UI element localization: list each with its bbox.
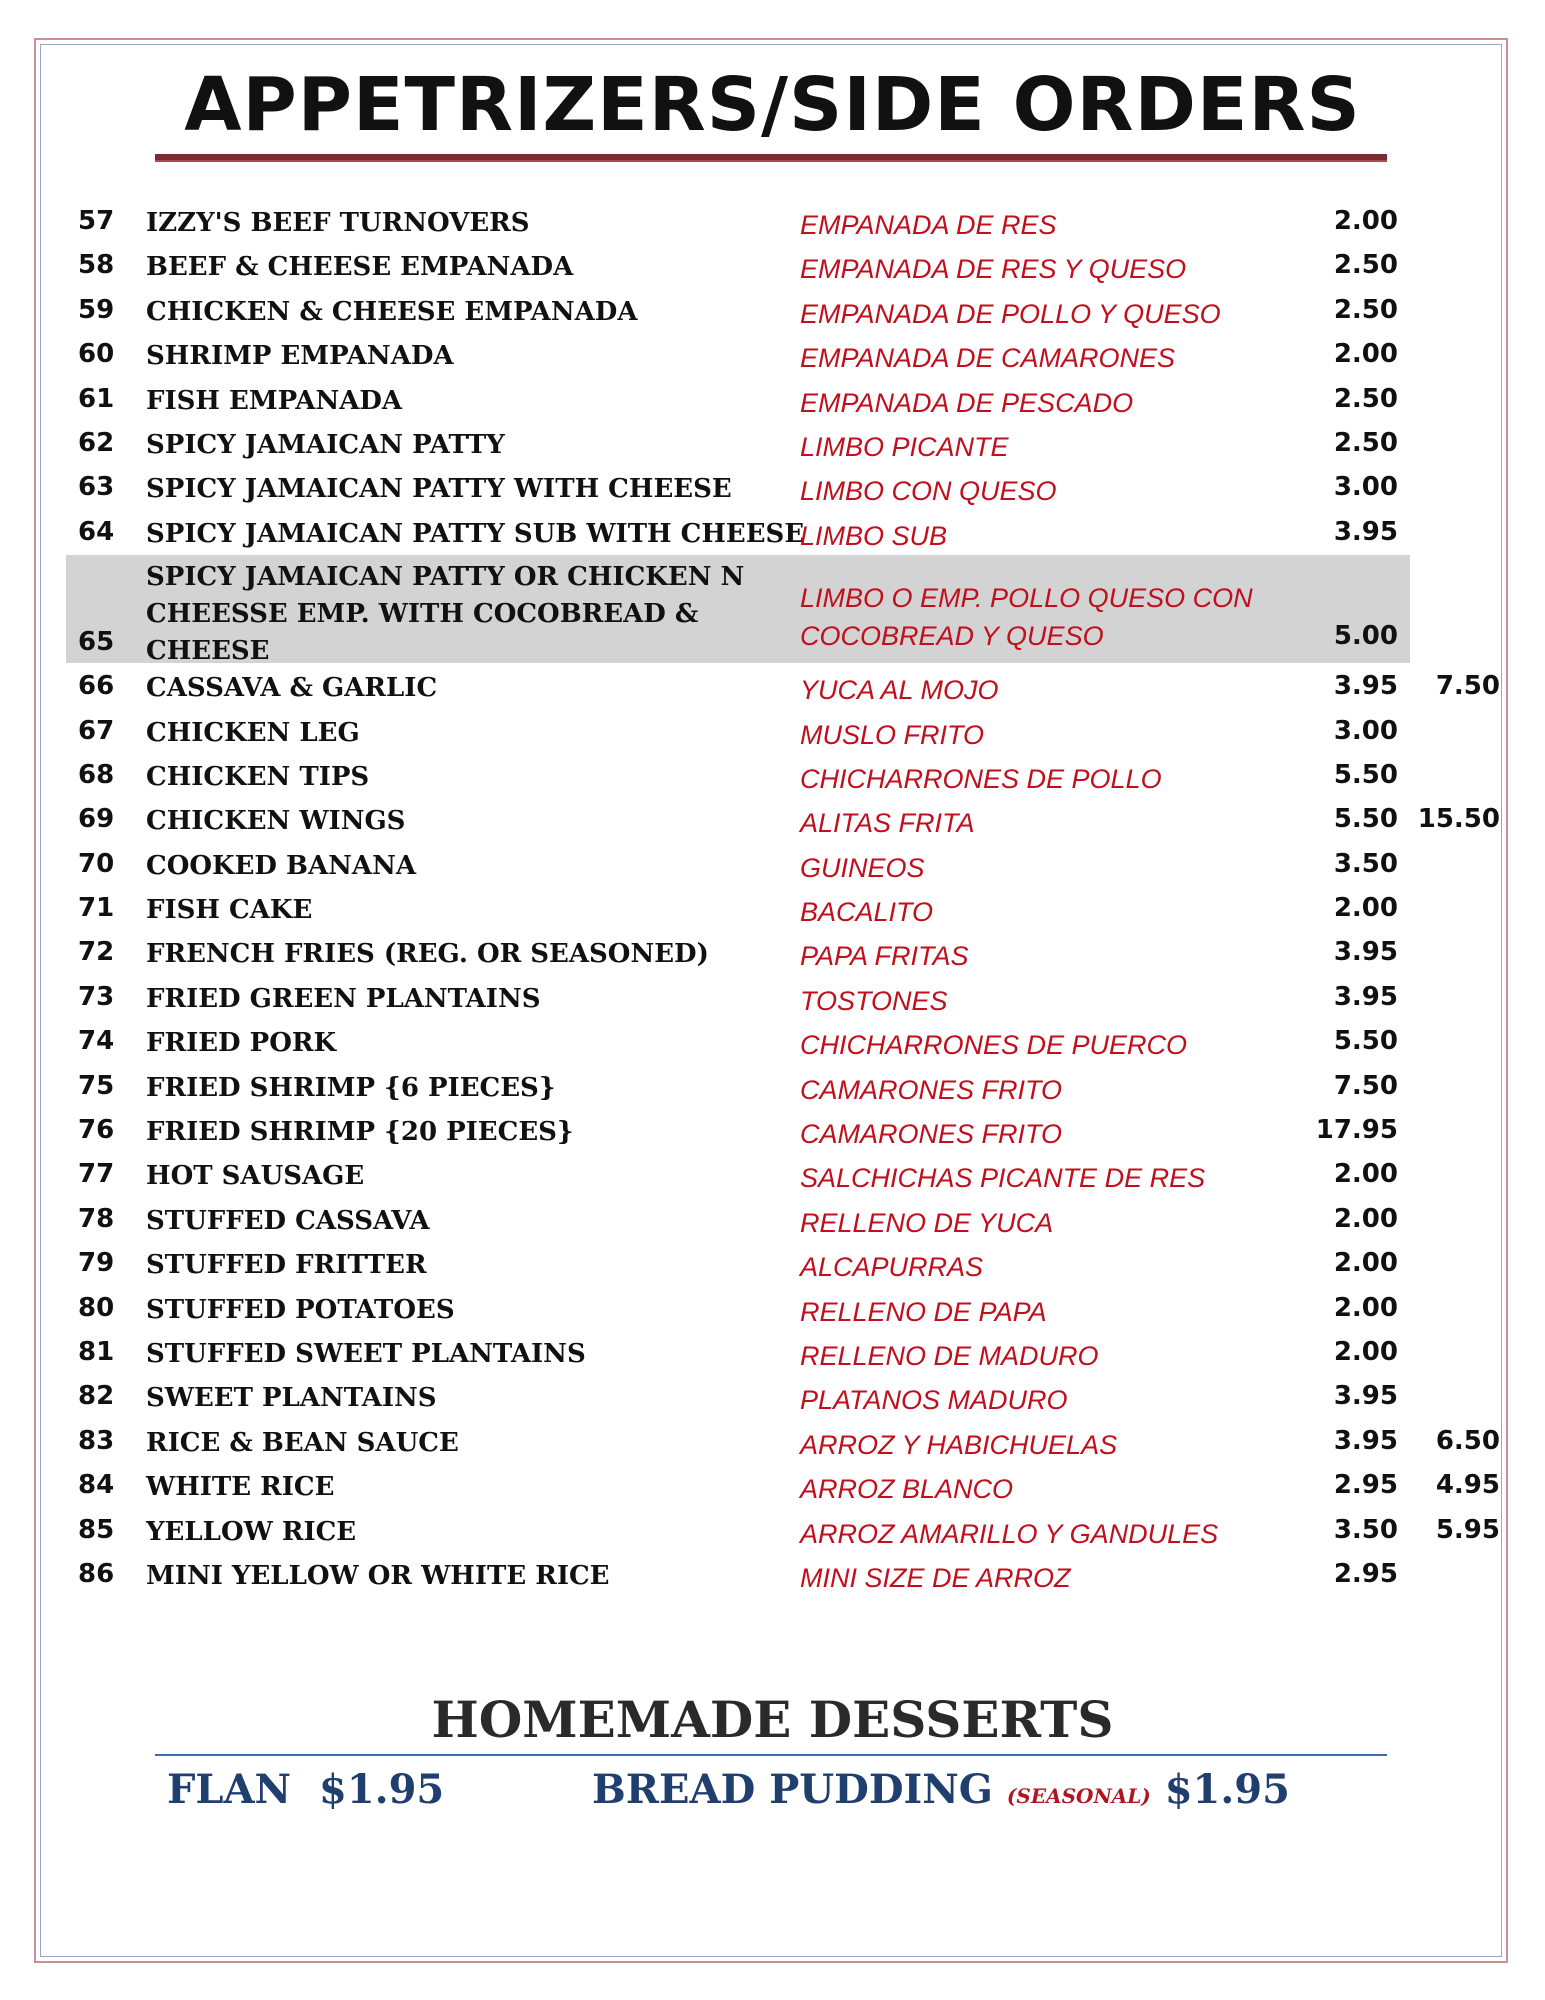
item-price: 5.50	[1333, 804, 1398, 835]
menu-item-row	[0, 466, 1545, 510]
item-price: 3.95	[1333, 671, 1398, 702]
item-spanish-name: ARROZ AMARILLO Y GANDULES	[800, 1518, 1219, 1549]
menu-item-row	[0, 1109, 1545, 1153]
item-price-large: 4.95	[1435, 1470, 1500, 1501]
menu-item-row	[0, 710, 1545, 754]
item-name: CHICKEN WINGS	[146, 806, 406, 837]
item-name: CHICKEN TIPS	[146, 761, 370, 792]
item-price: 2.00	[1333, 339, 1398, 370]
menu-item-row	[0, 798, 1545, 842]
item-name: CHICKEN LEG	[146, 717, 360, 748]
menu-item-row	[0, 931, 1545, 975]
item-number: 68	[78, 759, 115, 790]
item-spanish-name: LIMBO CON QUESO	[800, 476, 1057, 507]
item-spanish-name: SALCHICHAS PICANTE DE RES	[800, 1163, 1206, 1194]
item-number: 79	[78, 1248, 115, 1279]
item-spanish-name: EMPANADA DE CAMARONES	[800, 343, 1176, 374]
menu-item-row	[0, 1553, 1545, 1597]
item-price-large: 7.50	[1435, 671, 1500, 702]
item-price: 2.00	[1333, 1159, 1398, 1190]
item-number: 65	[78, 627, 115, 658]
item-name: FISH EMPANADA	[146, 385, 403, 416]
item-spanish-name: LIMBO SUB	[800, 520, 948, 551]
item-name: FRIED GREEN PLANTAINS	[146, 983, 541, 1014]
menu-item-row	[0, 754, 1545, 798]
item-price: 3.00	[1333, 715, 1398, 746]
item-name: FISH CAKE	[146, 895, 313, 926]
item-spanish-name: CHICHARRONES DE POLLO	[800, 763, 1162, 794]
item-price-large: 6.50	[1435, 1425, 1500, 1456]
item-name: MINI YELLOW OR WHITE RICE	[146, 1560, 610, 1591]
item-price: 7.50	[1333, 1070, 1398, 1101]
item-number: 83	[78, 1425, 115, 1456]
item-price: 2.95	[1333, 1470, 1398, 1501]
item-price: 2.50	[1333, 294, 1398, 325]
item-number: 57	[78, 206, 115, 236]
item-price-large: 15.50	[1417, 804, 1500, 835]
item-price: 2.50	[1333, 383, 1398, 414]
item-spanish-name: RELLENO DE YUCA	[800, 1207, 1054, 1238]
item-name: SPICY JAMAICAN PATTY	[146, 429, 505, 460]
item-spanish-name: CAMARONES FRITO	[800, 1119, 1063, 1150]
dessert-bread-pudding	[592, 1766, 1290, 1813]
item-number: 86	[78, 1558, 115, 1589]
item-spanish-name: YUCA AL MOJO	[800, 675, 999, 706]
menu-item-row	[0, 665, 1545, 709]
item-spanish-name: LIMBO PICANTE	[800, 431, 1009, 462]
item-name: CHICKEN & CHEESE EMPANADA	[146, 296, 638, 327]
item-number: 82	[78, 1381, 115, 1412]
item-price: 3.95	[1333, 516, 1398, 547]
dessert-pudding-note: (SEASONAL)	[1006, 1784, 1151, 1808]
item-name: HOT SAUSAGE	[146, 1161, 365, 1192]
dessert-flan-label: FLAN	[167, 1766, 292, 1813]
dessert-pudding-label: BREAD PUDDING	[592, 1766, 993, 1813]
item-name: FRIED PORK	[146, 1028, 337, 1059]
item-name: CASSAVA & GARLIC	[146, 673, 438, 704]
menu-item-row	[0, 843, 1545, 887]
menu-item-row	[0, 1331, 1545, 1375]
item-number: 66	[78, 671, 115, 702]
menu-item-row	[0, 1242, 1545, 1286]
item-number: 77	[78, 1159, 115, 1190]
item-spanish-name: ALCAPURRAS	[800, 1252, 984, 1283]
item-price: 3.95	[1333, 981, 1398, 1012]
item-spanish-name: ARROZ Y HABICHUELAS	[800, 1429, 1118, 1460]
item-name: YELLOW RICE	[146, 1516, 357, 1547]
item-spanish-name: EMPANADA DE RES Y QUESO	[800, 254, 1187, 285]
menu-item-row	[0, 1020, 1545, 1064]
item-number: 73	[78, 981, 115, 1012]
menu-item-row	[0, 887, 1545, 931]
item-number: 85	[78, 1514, 115, 1545]
item-price: 2.00	[1333, 1203, 1398, 1234]
menu-item-row	[0, 1509, 1545, 1553]
item-number: 67	[78, 715, 115, 746]
menu-item-row	[0, 333, 1545, 377]
dessert-pudding-price: $1.95	[1164, 1766, 1290, 1813]
item-name: STUFFED SWEET PLANTAINS	[146, 1338, 586, 1369]
item-price: 5.50	[1333, 1026, 1398, 1057]
item-price: 2.50	[1333, 427, 1398, 458]
item-spanish-name: BACALITO	[800, 897, 934, 928]
item-name: SPICY JAMAICAN PATTY SUB WITH CHEESE	[146, 518, 805, 549]
menu-item-row	[0, 1375, 1545, 1419]
item-number: 84	[78, 1470, 115, 1501]
item-name: BEEF & CHEESE EMPANADA	[146, 252, 574, 283]
item-price: 3.95	[1333, 1381, 1398, 1412]
item-spanish-name: MUSLO FRITO	[800, 719, 985, 750]
item-price: 2.95	[1333, 1558, 1398, 1589]
item-spanish-name: GUINEOS	[800, 852, 925, 883]
menu-item-row	[0, 511, 1545, 555]
item-price: 2.50	[1333, 250, 1398, 281]
item-spanish-name: EMPANADA DE PESCADO	[800, 387, 1134, 418]
item-number: 62	[78, 427, 115, 458]
item-number: 76	[78, 1115, 115, 1146]
item-name: FRIED SHRIMP {6 PIECES}	[146, 1072, 556, 1103]
item-name: WHITE RICE	[146, 1472, 335, 1503]
item-price: 5.50	[1333, 759, 1398, 790]
item-price: 2.00	[1333, 1248, 1398, 1279]
menu-item-row	[0, 976, 1545, 1020]
item-spanish-name: MINI SIZE DE ARROZ	[800, 1562, 1071, 1593]
item-price: 3.95	[1333, 1425, 1398, 1456]
item-price: 2.00	[1333, 1292, 1398, 1323]
menu-item-row	[0, 1464, 1545, 1508]
item-number: 63	[78, 472, 115, 503]
menu-item-row	[0, 1420, 1545, 1464]
desserts-underline	[155, 1754, 1387, 1756]
item-number: 74	[78, 1026, 115, 1057]
item-spanish-name: LIMBO O EMP. POLLO QUESO CON COCOBREAD Y QUESO	[800, 583, 1253, 652]
item-number: 81	[78, 1336, 115, 1367]
item-price: 2.00	[1333, 893, 1398, 924]
item-price: 3.00	[1333, 472, 1398, 503]
item-spanish-name: PLATANOS MADURO	[800, 1385, 1068, 1416]
dessert-flan	[167, 1766, 444, 1813]
item-number: 61	[78, 383, 115, 414]
item-price: 3.50	[1333, 848, 1398, 879]
item-number: 64	[78, 516, 115, 547]
item-spanish-name: TOSTONES	[800, 985, 948, 1016]
item-name: IZZY'S BEEF TURNOVERS	[146, 208, 530, 238]
item-name: SWEET PLANTAINS	[146, 1383, 437, 1414]
item-number: 75	[78, 1070, 115, 1101]
item-name: STUFFED CASSAVA	[146, 1205, 430, 1236]
dessert-flan-price: $1.95	[318, 1766, 445, 1813]
item-name: FRENCH FRIES (REG. OR SEASONED)	[146, 939, 709, 970]
menu-item-row	[0, 200, 1545, 244]
item-name: SPICY JAMAICAN PATTY WITH CHEESE	[146, 474, 732, 505]
item-name: FRIED SHRIMP {20 PIECES}	[146, 1117, 574, 1148]
item-number: 70	[78, 848, 115, 879]
item-price-large: 5.95	[1435, 1514, 1500, 1545]
menu-item-row	[0, 378, 1545, 422]
menu-item-row	[0, 289, 1545, 333]
item-spanish-name: CHICHARRONES DE PUERCO	[800, 1030, 1188, 1061]
item-spanish-name: ARROZ BLANCO	[800, 1474, 1014, 1505]
page-title: APPETRIZERS/SIDE ORDERS	[184, 62, 1361, 148]
item-number: 72	[78, 937, 115, 968]
item-number: 80	[78, 1292, 115, 1323]
menu-item-row	[0, 1065, 1545, 1109]
item-spanish-name: RELLENO DE PAPA	[800, 1296, 1047, 1327]
menu-item-row	[0, 1153, 1545, 1197]
item-name: COOKED BANANA	[146, 850, 417, 881]
item-spanish-name: PAPA FRITAS	[800, 941, 969, 972]
item-price: 3.95	[1333, 937, 1398, 968]
title-underline	[155, 154, 1387, 162]
item-name: SPICY JAMAICAN PATTY OR CHICKEN N CHEESSE EMP. WITH COCOBREAD & CHEESE	[146, 562, 745, 667]
item-spanish-name: EMPANADA DE RES	[800, 210, 1057, 240]
menu-item-list	[0, 200, 1545, 1597]
item-number: 60	[78, 339, 115, 370]
item-spanish-name: CAMARONES FRITO	[800, 1074, 1063, 1105]
menu-item-row	[0, 1287, 1545, 1331]
item-number: 78	[78, 1203, 115, 1234]
item-price: 5.00	[1333, 621, 1398, 652]
item-spanish-name: ALITAS FRITA	[800, 808, 975, 839]
item-number: 58	[78, 250, 115, 281]
item-number: 71	[78, 893, 115, 924]
menu-item-row	[0, 1198, 1545, 1242]
item-name: SHRIMP EMPANADA	[146, 341, 454, 372]
item-price: 2.00	[1333, 206, 1398, 236]
item-number: 69	[78, 804, 115, 835]
item-number: 59	[78, 294, 115, 325]
item-price: 2.00	[1333, 1336, 1398, 1367]
item-name: STUFFED POTATOES	[146, 1294, 455, 1325]
item-spanish-name: EMPANADA DE POLLO Y QUESO	[800, 298, 1221, 329]
item-price: 3.50	[1333, 1514, 1398, 1545]
desserts-title: HOMEMADE DESSERTS	[431, 1690, 1114, 1749]
item-price: 17.95	[1315, 1115, 1398, 1146]
item-spanish-name: RELLENO DE MADURO	[800, 1340, 1099, 1371]
menu-item-row	[0, 422, 1545, 466]
menu-item-row	[0, 244, 1545, 288]
item-name: STUFFED FRITTER	[146, 1250, 427, 1281]
menu-item-row	[0, 555, 1545, 665]
item-name: RICE & BEAN SAUCE	[146, 1427, 459, 1458]
